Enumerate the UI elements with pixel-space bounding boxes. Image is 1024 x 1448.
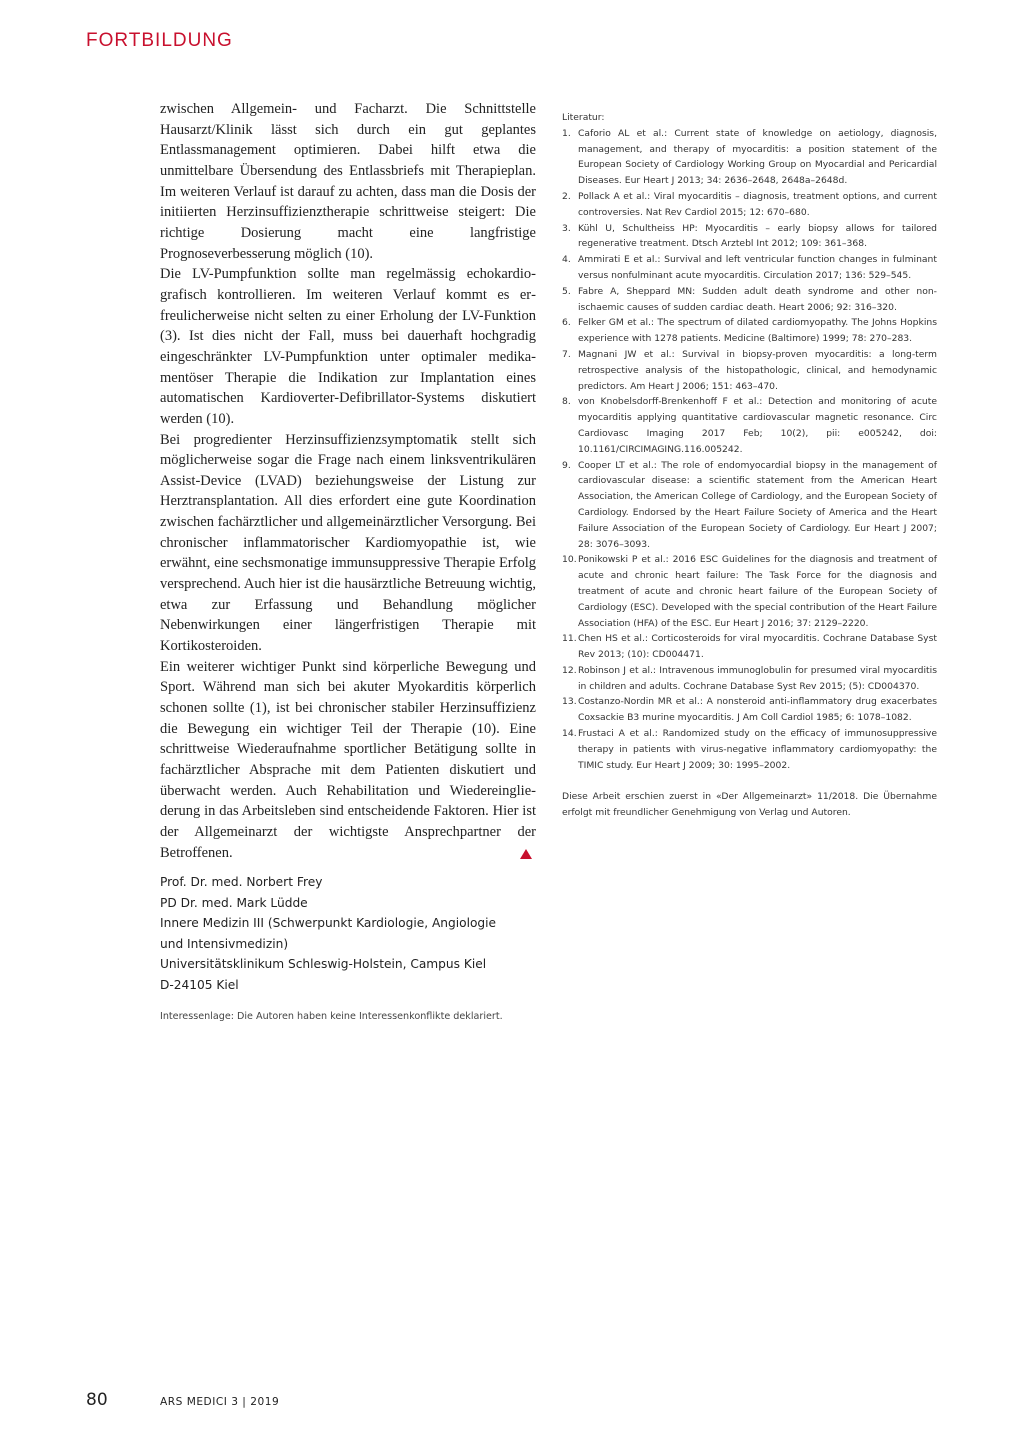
reference-item xyxy=(562,126,937,189)
reference-text: Kühl U, Schultheiss HP: Myocarditis – early biopsy allows for tailored regenerative treatment. Dtsch Arztebl Int 2012; 109: 361–368. xyxy=(578,222,937,250)
reference-number: 11. xyxy=(562,633,577,645)
reference-item xyxy=(562,663,937,695)
reference-number: 6. xyxy=(562,317,571,329)
reference-item xyxy=(562,284,937,316)
reference-text: Ammirati E et al.: Survival and left ventricular function changes in fulminant versus nonfulminant acute myocarditis. Circulation 2017; 136: 529–545. xyxy=(578,254,937,281)
author-block xyxy=(160,872,540,996)
journal-issue: ARS MEDICI 3 | 2019 xyxy=(160,1396,280,1408)
reference-item xyxy=(562,347,937,394)
reference-item xyxy=(562,394,937,457)
reference-number: 9. xyxy=(562,459,571,471)
paragraph-last xyxy=(160,657,536,864)
reference-item xyxy=(562,631,937,663)
references-column xyxy=(562,110,937,821)
author-name: PD Dr. med. Mark Lüdde xyxy=(160,895,308,910)
reference-number: 12. xyxy=(562,664,577,676)
reference-text: Chen HS et al.: Corticosteroids for viral myocarditis. Cochrane Database Syst Rev 2013; (10): CD004471. xyxy=(578,633,937,661)
reference-number: 2. xyxy=(562,190,571,202)
reference-number: 7. xyxy=(562,348,571,360)
author-affiliation: und Intensivmedizin) xyxy=(160,936,289,951)
paragraph: Bei progredienter Herzinsuffizienzsymptomatik stellt sich möglicherweise sogar die Frage nach einem linksventrikulären Assist-Device (LVAD) beziehungsweise der Listung zur Herztransplantation. All dies erfordert eine gute Koordination zwischen fachärztlicher und allgemeinärztlicher Versorgung. Bei chronischer inflammatorischer Kardiomyopathie ist, wie erwähnt, eine sechsmonatige immunsuppressive Therapie Erfolg versprechend. Auch hier ist die hausärztliche Betreuung wichtig, etwa zur Erfassung und Behandlung möglicher Nebenwirkungen einer längerfristigen Therapie mit Kortikosteroiden. xyxy=(160,431,536,655)
reference-item xyxy=(562,552,937,631)
reference-text: von Knobelsdorff-Brenkenhoff F et al.: Detection and monitoring of acute myocarditis applying quantitative cardiovascular magnetic resonance. Circ Cardiovasc Imaging 2017 Feb; 10(2), pii: e005242, doi: 10.1161/CIRCIMAGING.116.005242. xyxy=(578,396,937,455)
reference-number: 14. xyxy=(562,728,577,740)
paragraph-text: Ein weiterer wichtiger Punkt sind körperliche Bewegung und Sport. Während man sich bei akuter Myokarditis körperlich schonen sollte (1), ist bei chronischer stabiler Herzinsuffizienz die Bewegung ein wichtiger Teil der Therapie (10). Eine schrittweise Wiederaufnahme sportlicher Betätigung sollte in fachärztlicher Absprache mit dem Patienten diskutiert und überwacht werden. Auch Rehabilitation und Wiedereingliederung in das Arbeitsleben sind entscheidende Faktoren. Hier ist der Allgemeinarzt der wichtigste Ansprechpartner der Betroffenen. xyxy=(160,658,536,861)
reference-item xyxy=(562,315,937,347)
reference-text: Pollack A et al.: Viral myocarditis – diagnosis, treatment options, and current controversies. Nat Rev Cardiol 2015; 12: 670–680. xyxy=(578,190,937,218)
reference-text: Fabre A, Sheppard MN: Sudden adult death syndrome and other non-ischaemic causes of sudden cardiac death. Heart 2006; 92: 316–320. xyxy=(578,285,937,313)
reference-number: 3. xyxy=(562,222,571,234)
reference-item xyxy=(562,694,937,726)
author-address: D-24105 Kiel xyxy=(160,977,239,992)
reference-number: 4. xyxy=(562,254,571,266)
reference-text: Ponikowski P et al.: 2016 ESC Guidelines for the diagnosis and treatment of acute and chronic heart failure: The Task Force for the diagnosis and treatment of acute and chronic heart failure of the European Society of Cardiology (ESC). Developed with the special contribution of the Heart Failure Association (HFA) of the ESC. Eur Heart J 2016; 37: 2129–2220. xyxy=(578,554,937,629)
reference-item xyxy=(562,726,937,773)
reference-item xyxy=(562,189,937,221)
publication-footnote: Diese Arbeit erschien zuerst in «Der Allgemeinarzt» 11/2018. Die Übernahme erfolgt mit freundlicher Genehmigung von Verlag und Autoren. xyxy=(562,791,937,819)
author-institution: Universitätsklinikum Schleswig-Holstein, Campus Kiel xyxy=(160,957,487,972)
reference-number: 1. xyxy=(562,127,571,139)
reference-number: 10. xyxy=(562,554,577,566)
reference-text: Costanzo-Nordin MR et al.: A nonsteroid anti-inflammatory drug exacerbates Coxsackie B3 murine myocarditis. J Am Coll Cardiol 1985; 6: 1078–1082. xyxy=(578,696,937,724)
page-number: 80 xyxy=(86,1390,108,1410)
main-text-column xyxy=(160,99,536,863)
end-of-article-triangle-icon xyxy=(520,849,532,859)
author-name: Prof. Dr. med. Norbert Frey xyxy=(160,875,323,889)
reference-text: Magnani JW et al.: Survival in biopsy-proven myocarditis: a long-term retrospective analysis of the histopathologic, clinical, and hemodynamic predictors. Am Heart J 2006; 151: 463–470. xyxy=(578,348,937,392)
reference-text: Caforio AL et al.: Current state of knowledge on aetiology, diagnosis, management, and therapy of myocarditis: a position statement of the European Society of Cardiology Working Group on Myocardial and Pericardial Diseases. Eur Heart J 2013; 34: 2636–2648, 2648a–2648d. xyxy=(578,127,937,187)
section-title: FORTBILDUNG xyxy=(86,30,233,51)
paragraph: zwischen Allgemein- und Facharzt. Die Schnittstelle Hausarzt/Klinik lässt sich durch ein gut geplantes Entlassmanagement optimieren. Dabei hilft etwa die unmittelbare Übersendung des Entlassbriefs mit Therapieplan. Im weiteren Verlauf ist darauf zu achten, dass man die Dosis der initiierten Herzinsuffizienztherapie schrittweise steigert: Die richtige Dosierung macht eine langfristige Prognoseverbesserung möglich (10). xyxy=(160,101,536,262)
paragraph: Die LV-Pumpfunktion sollte man regelmässig echokardiografisch kontrollieren. Im weiteren Verlauf kommt es erfreulicherweise nicht selten zu einer Erholung der LV-Funktion (3). Ist dies nicht der Fall, muss bei dauerhaft hochgradig eingeschränkter LV-Pumpfunktion unter optimaler medikamentöser Therapie die Indikation zur Implantation eines automatischen Kardioverter-Defibrillator-Systems diskutiert werden (10). xyxy=(160,266,536,427)
reference-number: 8. xyxy=(562,396,571,408)
reference-number: 5. xyxy=(562,285,571,297)
conflict-of-interest-note: Interessenlage: Die Autoren haben keine Interessenkonflikte deklariert. xyxy=(160,1011,503,1022)
author-affiliation: Innere Medizin III (Schwerpunkt Kardiologie, Angiologie xyxy=(160,916,497,931)
reference-text: Robinson J et al.: Intravenous immunoglobulin for presumed viral myocarditis in children and adults. Cochrane Database Syst Rev 2015; (5): CD004370. xyxy=(578,664,937,692)
reference-item xyxy=(562,458,937,553)
reference-number: 13. xyxy=(562,696,577,708)
reference-text: Frustaci A et al.: Randomized study on the efficacy of immunosuppressive therapy in patients with virus-negative inflammatory cardiomyopathy: the TIMIC study. Eur Heart J 2009; 30: 1995–2002. xyxy=(578,728,937,771)
reference-text: Cooper LT et al.: The role of endomyocardial biopsy in the management of cardiovascular disease: a scientific statement from the American Heart Association, the American College of Cardiology, and the European Society of Cardiology. Endorsed by the Heart Failure Society of America and the Heart Failure Association of the European Society of Cardiology. Eur Heart J 2007; 28: 3076–3093. xyxy=(578,459,937,550)
reference-item xyxy=(562,252,937,284)
reference-item xyxy=(562,221,937,253)
references-heading: Literatur: xyxy=(562,112,605,123)
reference-text: Felker GM et al.: The spectrum of dilated cardiomyopathy. The Johns Hopkins experience with 1278 patients. Medicine (Baltimore) 1999; 78: 270–283. xyxy=(578,317,937,345)
